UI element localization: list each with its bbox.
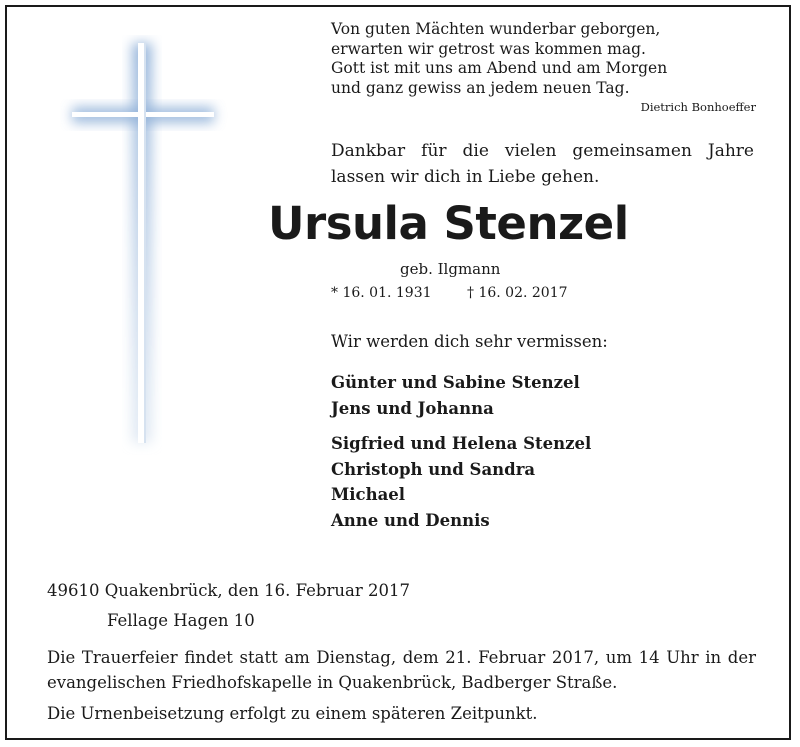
street-address: Fellage Hagen 10 [107,611,255,630]
poem-line: erwarten wir getrost was kommen mag. [331,39,646,58]
mourner-name: Michael [331,485,406,504]
mourner-name: Christoph und Sandra [331,459,536,479]
death-date: † 16. 02. 2017 [467,285,568,301]
poem-line: und ganz gewiss an jedem neuen Tag. [331,78,630,97]
thanks-text: Dankbar für die vielen gemeinsamen Jahre lassen wir dich in Liebe gehen. [331,141,754,187]
mourner-name: Sigfried und Helena Stenzel [331,434,592,453]
urn-info: Die Urnenbeisetzung erfolgt zu einem späteren Zeitpunkt. [47,704,538,723]
mourner-name: Jens und Johanna [331,398,494,418]
poem-line: Von guten Mächten wunderbar geborgen, [331,20,661,38]
poem-author: Dietrich Bonhoeffer [640,100,756,114]
deceased-name: Ursula Stenzel [268,197,629,250]
mourner-name: Günter und Sabine Stenzel [331,373,580,392]
mourners-group-1 [331,370,580,421]
mourner-name: Anne und Dennis [331,510,490,530]
poem-line: Gott ist mit uns am Abend und am Morgen [331,59,668,77]
service-info: Die Trauerfeier findet statt am Dienstag, dem 21. Februar 2017, um 14 Uhr in der evangelischen Friedhofskapelle in Quakenbrück, Badberger Straße. [47,648,756,692]
maiden-name: geb. Ilgmann [400,260,501,278]
mourners-group-2 [331,431,591,533]
miss-text: Wir werden dich sehr vermissen: [331,332,608,351]
birth-date: * 16. 01. 1931 [331,285,432,301]
poem [331,20,667,98]
cross-icon [60,35,230,455]
place-date: 49610 Quakenbrück, den 16. Februar 2017 [47,581,410,600]
